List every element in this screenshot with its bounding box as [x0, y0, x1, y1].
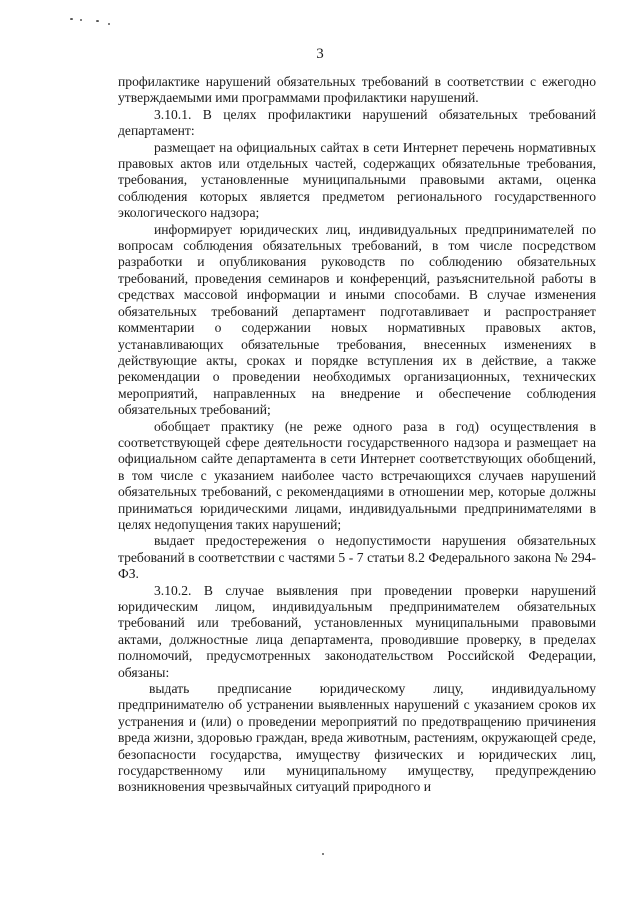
scan-speck: [96, 20, 99, 22]
paragraph-issues-warnings: выдает предостережения о недопустимости нарушения обязательных требований в соответствии с частями 5 - 7 статьи 8.2 Федерального закона № 294-ФЗ.: [118, 533, 596, 582]
paragraph-generalizes-practice: обобщает практику (не реже одного раза в год) осуществления в соответствующей сфере деятельности государственного надзора и размещает на официальном сайте департамента в сети Интернет соответствующих обобщений, в том числе с указанием наиболее часто встречающихся случаев нарушений обязательных требований, с рекомендациями в отношении мер, которые должны приниматься юридическими лицами, индивидуальными предпринимателями в целях недопущения таких нарушений;: [118, 418, 596, 532]
scan-speck: [80, 19, 82, 21]
document-body: [118, 74, 596, 796]
scan-speck: [322, 853, 324, 855]
paragraph-continuation: профилактике нарушений обязательных требований в соответствии с ежегодно утверждаемыми ими программами профилактики нарушений.: [118, 74, 596, 106]
paragraph-issue-order: выдать предписание юридическому лицу, индивидуальному предпринимателю об устранении выявленных нарушений с указанием сроков их устранения и (или) о проведении мероприятий по предотвращению причинения вреда жизни, здоровью граждан, вреда животным, растениям, окружающей среде, безопасности государства, имуществу физических и юридических лиц, государственному или муниципальному имуществу, предупреждению возникновения чрезвычайных ситуаций природного и: [118, 681, 596, 795]
paragraph-publishes-list: размещает на официальных сайтах в сети Интернет перечень нормативных правовых актов или отдельных частей, содержащих обязательные требования, требования, установленные муниципальными правовыми актами, оценка соблюдения которых является предметом регионального государственного экологического надзора;: [118, 139, 596, 221]
paragraph-3-10-1: 3.10.1. В целях профилактики нарушений обязательных требований департамент:: [118, 106, 596, 139]
paragraph-3-10-2: 3.10.2. В случае выявления при проведении проверки нарушений юридическим лицом, индивидуальным предпринимателем обязательных требований или требований, установленных муниципальными правовыми актами, должностные лица департамента, проводившие проверку, в пределах полномочий, предусмотренных законодательством Российской Федерации, обязаны:: [118, 582, 596, 680]
scan-speck: [108, 23, 110, 25]
scan-speck: [70, 18, 73, 20]
page-number: 3: [316, 46, 324, 62]
paragraph-informs: информирует юридических лиц, индивидуальных предпринимателей по вопросам соблюдения обязательных требований, в том числе посредством разработки и опубликования руководств по соблюдению обязательных требований, проведения семинаров и конференций, разъяснительной работы в средствах массовой информации и иными способами. В случае изменения обязательных требований департамент подготавливает и распространяет комментарии о содержании новых нормативных правовых актов, устанавливающих обязательные требования, внесенных изменениях в действующие акты, сроках и порядке вступления их в действие, а также рекомендации о проведении необходимых организационных, технических мероприятий, направленных на внедрение и обеспечение соблюдения обязательных требований;: [118, 221, 596, 418]
